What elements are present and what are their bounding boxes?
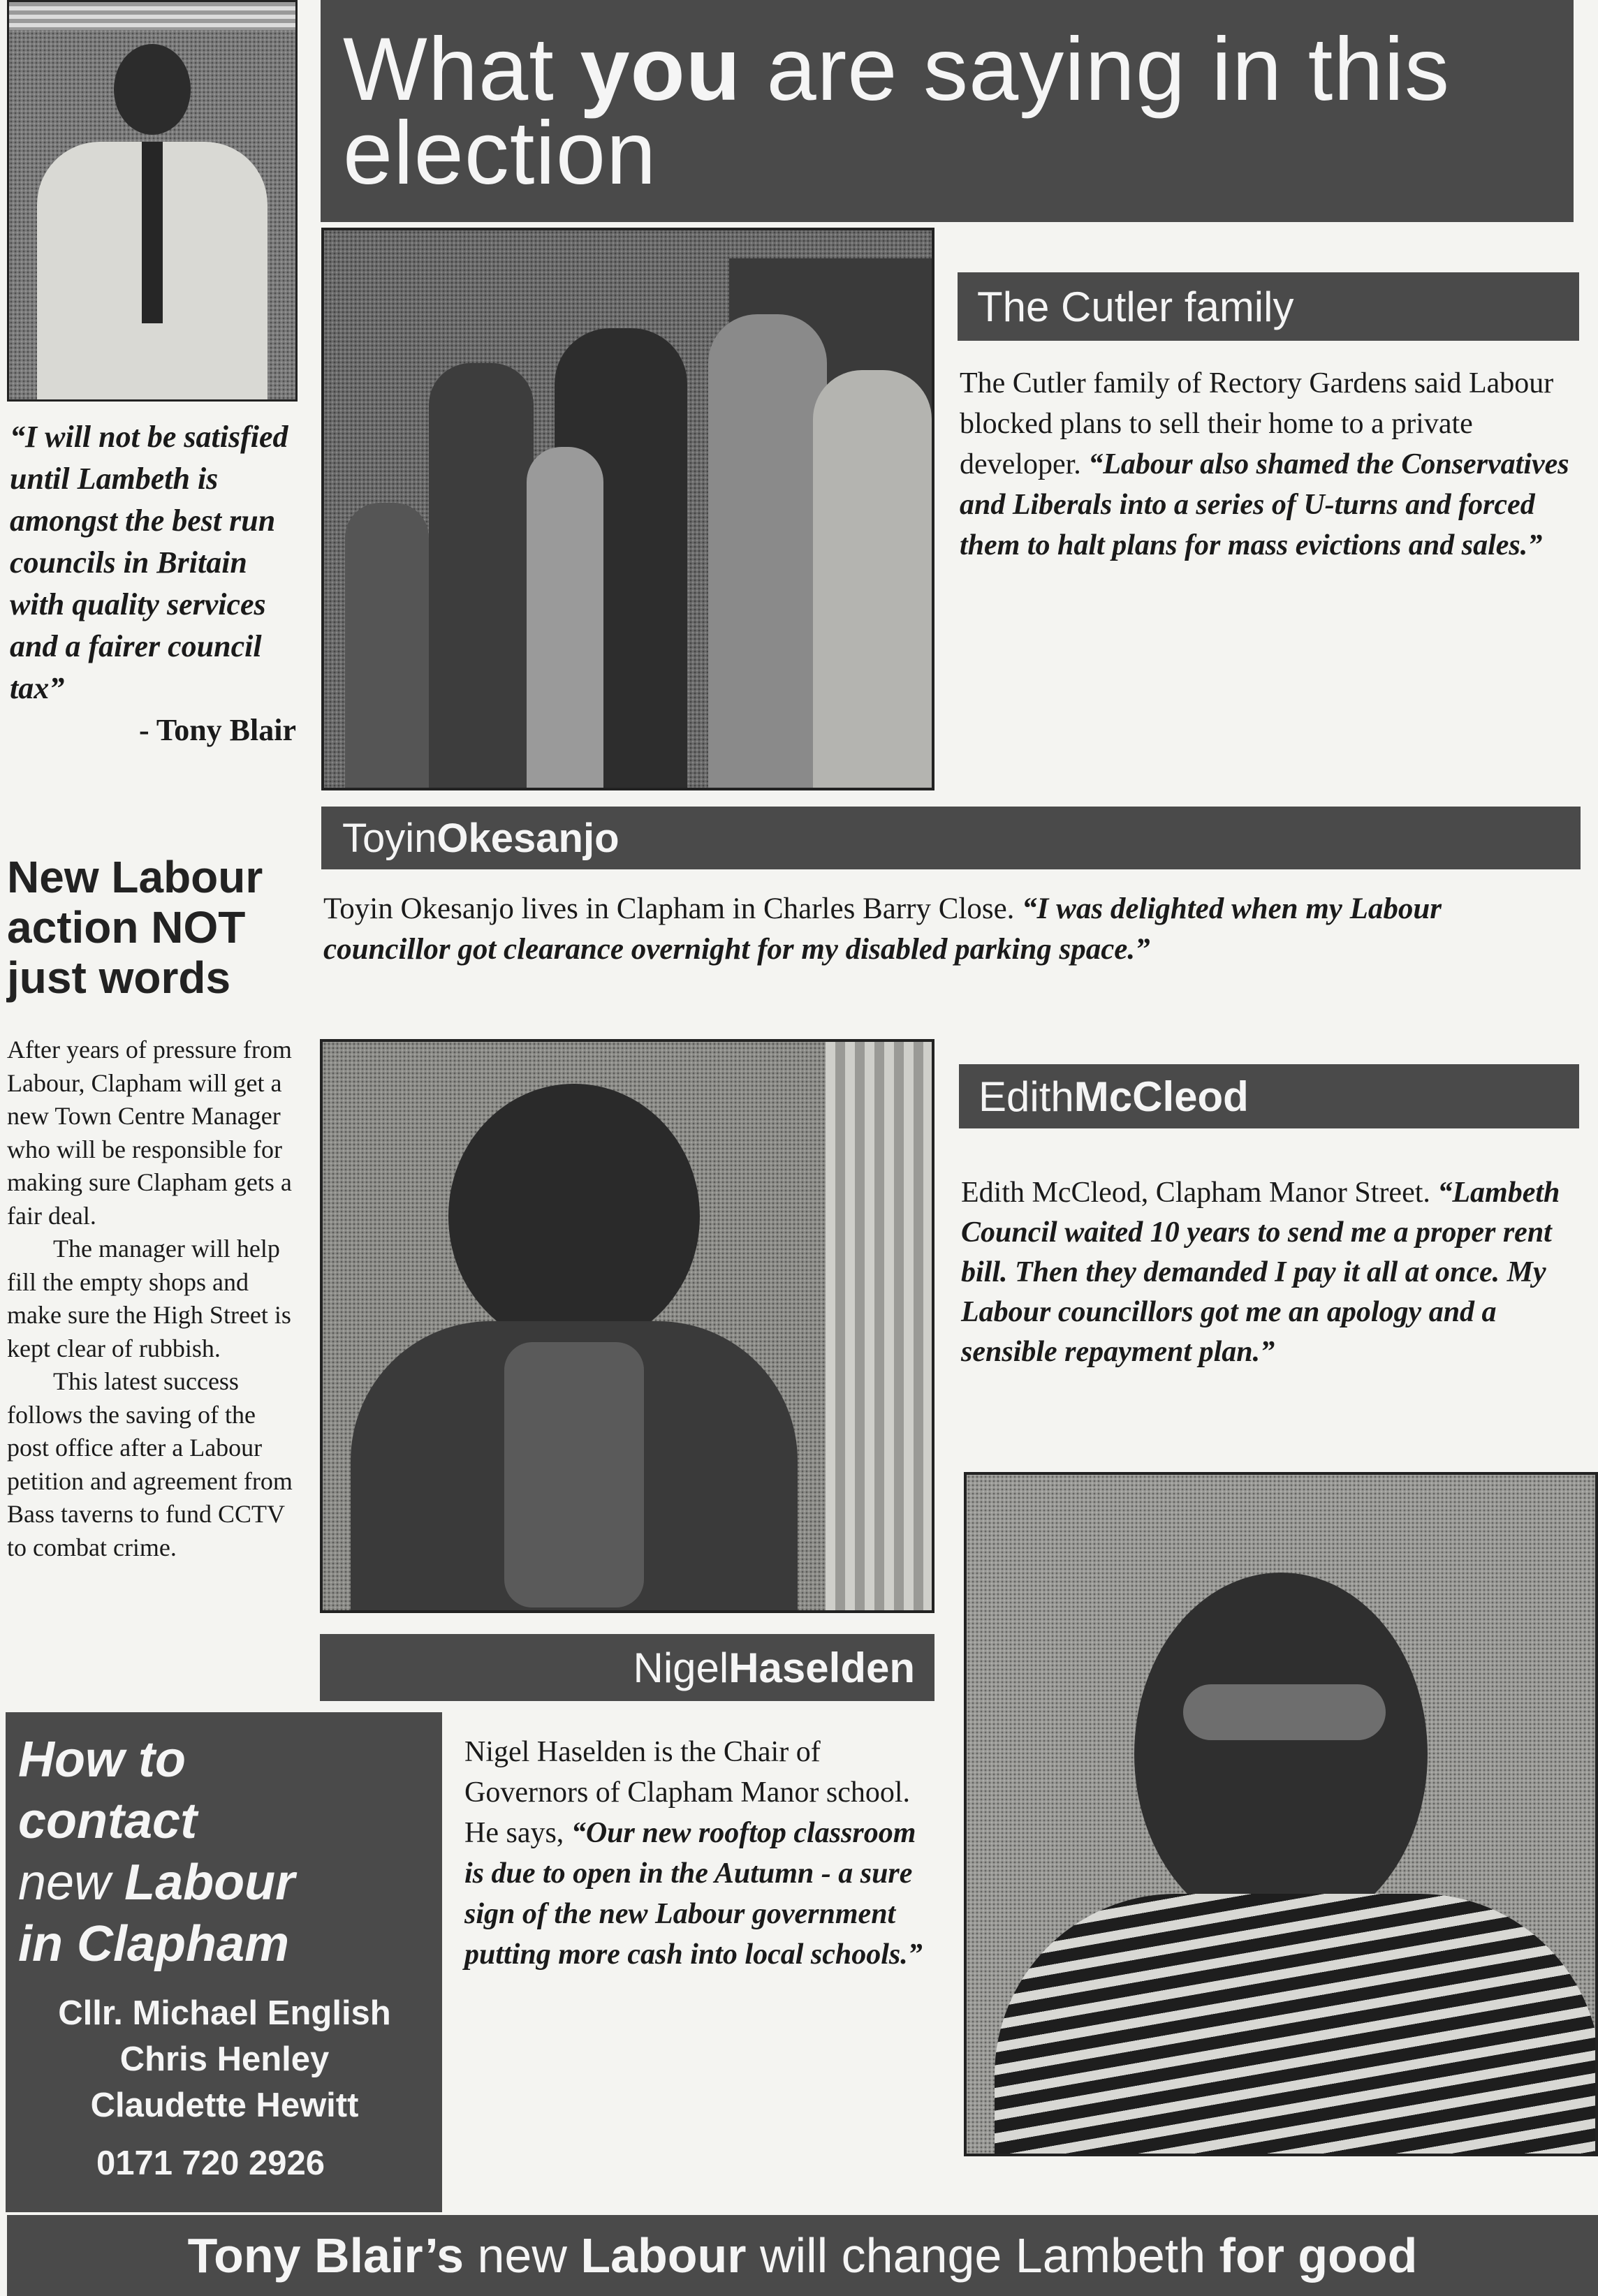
nigel-haselden-photo — [964, 1472, 1598, 2156]
cutler-heading: The Cutler family — [958, 272, 1579, 341]
toyin-text: Toyin Okesanjo lives in Clapham in Charles Barry Close. “I was delighted when my Labour councillor got clearance overnight for my disabled parking space.” — [323, 892, 1442, 966]
action-text: After years of pressure from Labour, Clapham will get a new Town Centre Manager who will be responsible for making sure Clapham gets a fair deal. The manager will help fill the empty shops and make sure the High Street is kept clear of rubbish. This latest success follows the saving of the post office after a Labour petition and agreement from Bass taverns to fund CCTV to combat crime. — [7, 1036, 293, 1561]
contact-names — [18, 1990, 431, 2128]
contact-heading: How to contact new Labour in Clapham — [18, 1732, 295, 1972]
contact-name: Chris Henley — [119, 2040, 330, 2078]
nigel-heading: Nigel Haselden — [320, 1634, 934, 1701]
headline-banner — [321, 0, 1574, 222]
blair-quote: “I will not be satisfied until Lambeth is amongst the best run councils in Britain with quality services and a fairer council tax” - Tony Blair — [10, 416, 296, 751]
edith-text: Edith McCleod, Clapham Manor Street. “Lambeth Council waited 10 years to send me a proper rent bill. Then they demanded I pay it all at once. My Labour councillors got me an apology and a sensible repayment plan.” — [961, 1177, 1560, 1368]
contact-name: Claudette Hewitt — [90, 2087, 359, 2124]
footer-banner: Tony Blair’s new Labour will change Lambeth for good — [7, 2215, 1598, 2296]
contact-box — [6, 1712, 442, 2212]
contact-name: Cllr. Michael English — [58, 1994, 391, 2032]
page-title: What you are saying in this election — [343, 20, 1450, 203]
cutler-text: The Cutler family of Rectory Gardens said Labour blocked plans to sell their home to a private developer. “Labour also shamed the Conservatives and Liberals into a series of U-turns and forced them to halt plans for mass evictions and sales.” — [960, 367, 1569, 561]
action-heading: New Labour action NOT just words — [7, 852, 263, 1003]
cutler-family-photo — [321, 228, 934, 790]
blair-attribution: - Tony Blair — [139, 713, 296, 747]
toyin-heading: Toyin Okesanjo — [321, 807, 1581, 869]
tony-blair-photo — [7, 0, 298, 402]
contact-phone: 0171 720 2926 — [96, 2144, 325, 2182]
edith-mccleod-photo — [320, 1039, 934, 1613]
edith-heading: Edith McCleod — [959, 1064, 1579, 1128]
nigel-text: Nigel Haselden is the Chair of Governors of Clapham Manor school. He says, “Our new rooftop classroom is due to open in the Autumn - a sure sign of the new Labour government putting more cash into local schools.” — [464, 1736, 923, 1971]
